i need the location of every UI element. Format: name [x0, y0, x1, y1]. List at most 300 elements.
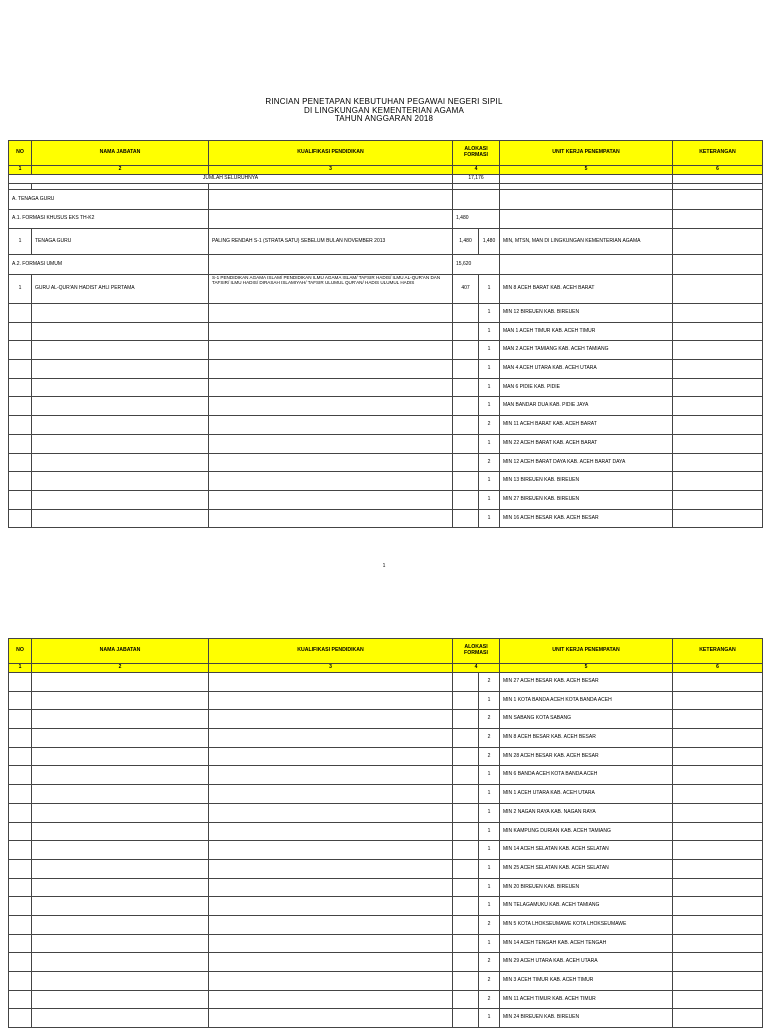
row-kualifikasi: [209, 822, 453, 841]
row-nama: [32, 691, 209, 710]
row-unit: MIN 12 ACEH BARAT DAYA KAB. ACEH BARAT DAYA: [500, 453, 673, 472]
table-row: [9, 322, 763, 341]
row-nama: [32, 490, 209, 509]
colnum-2: 2: [32, 664, 209, 673]
table-row: [9, 897, 763, 916]
table-row: [9, 878, 763, 897]
row-nama: TENAGA GURU: [32, 229, 209, 255]
page-1-unit-rows: [9, 304, 763, 528]
table-header: [9, 141, 763, 166]
category-row: [9, 255, 763, 275]
row-unit: MIN 11 ACEH TIMUR KAB. ACEH TIMUR: [500, 990, 673, 1009]
row-alokasi: [453, 416, 479, 435]
colnum-1: 1: [9, 664, 32, 673]
row-keterangan: [673, 953, 763, 972]
total-value: 17,176: [453, 175, 500, 184]
row-jumlah: 2: [479, 729, 500, 748]
row-unit: MIN KAMPUNG DURIAN KAB. ACEH TAMIANG: [500, 822, 673, 841]
row-unit: MIN SABANG KOTA SABANG: [500, 710, 673, 729]
table-row: [9, 785, 763, 804]
row-jumlah: 2: [479, 416, 500, 435]
row-jumlah: 2: [479, 747, 500, 766]
row-kualifikasi: [209, 397, 453, 416]
row-alokasi: [453, 915, 479, 934]
row-kualifikasi: [209, 915, 453, 934]
row-alokasi: [453, 691, 479, 710]
row-no: [9, 897, 32, 916]
row-jumlah: 1: [479, 878, 500, 897]
table-row: [9, 416, 763, 435]
row-kualifikasi: [209, 747, 453, 766]
row-no: [9, 859, 32, 878]
row-kualifikasi: [209, 859, 453, 878]
colnum-6: 6: [673, 166, 763, 175]
row-no: [9, 691, 32, 710]
row-keterangan: [673, 416, 763, 435]
row-jumlah: 1: [479, 822, 500, 841]
row-no: [9, 397, 32, 416]
row-unit: MAN 4 ACEH UTARA KAB. ACEH UTARA: [500, 360, 673, 379]
table-row: [9, 472, 763, 491]
colnum-5: 5: [500, 166, 673, 175]
colnum-3: 3: [209, 166, 453, 175]
header-kualifikasi: KUALIFIKASI PENDIDIKAN: [209, 639, 453, 664]
row-jumlah: 1: [479, 434, 500, 453]
row-alokasi: 407: [453, 275, 479, 304]
table-row: [9, 341, 763, 360]
row-kualifikasi: [209, 803, 453, 822]
row-kualifikasi: [209, 453, 453, 472]
table-row: [9, 972, 763, 991]
row-nama: [32, 416, 209, 435]
table-row: [9, 766, 763, 785]
row-keterangan: [673, 785, 763, 804]
row-nama: [32, 673, 209, 692]
row-alokasi: [453, 304, 479, 323]
table-row: [9, 915, 763, 934]
row-keterangan: [673, 397, 763, 416]
row-alokasi: [453, 897, 479, 916]
row-kualifikasi: [209, 416, 453, 435]
table-row: [9, 275, 763, 304]
row-nama: [32, 710, 209, 729]
table-row: [9, 360, 763, 379]
table-row: [9, 691, 763, 710]
row-nama: [32, 953, 209, 972]
row-no: [9, 1009, 32, 1028]
row-no: [9, 934, 32, 953]
row-alokasi: [453, 747, 479, 766]
row-unit: MIN 25 ACEH SELATAN KAB. ACEH SELATAN: [500, 859, 673, 878]
table-row: [9, 509, 763, 528]
row-nama: [32, 472, 209, 491]
row-nama: [32, 766, 209, 785]
table-row: [9, 747, 763, 766]
row-no: [9, 490, 32, 509]
row-keterangan: [673, 378, 763, 397]
row-alokasi: [453, 490, 479, 509]
row-nama: [32, 378, 209, 397]
category-row: [9, 210, 763, 229]
row-keterangan: [673, 897, 763, 916]
row-keterangan: [673, 822, 763, 841]
row-keterangan: [673, 673, 763, 692]
row-unit: MIN 12 BIREUEN KAB. BIREUEN: [500, 304, 673, 323]
row-keterangan: [673, 747, 763, 766]
row-unit: MAN 1 ACEH TIMUR KAB. ACEH TIMUR: [500, 322, 673, 341]
row-keterangan: [673, 803, 763, 822]
row-kualifikasi: [209, 341, 453, 360]
row-no: [9, 509, 32, 528]
row-no: [9, 322, 32, 341]
row-nama: [32, 878, 209, 897]
row-no: [9, 822, 32, 841]
row-kualifikasi: [209, 434, 453, 453]
row-jumlah: 1: [479, 341, 500, 360]
row-nama: [32, 803, 209, 822]
row-no: 1: [9, 229, 32, 255]
row-jumlah: 2: [479, 710, 500, 729]
header-unit-kerja: UNIT KERJA PENEMPATAN: [500, 639, 673, 664]
row-alokasi: [453, 953, 479, 972]
row-jumlah: 1: [479, 378, 500, 397]
row-jumlah: 1: [479, 934, 500, 953]
row-no: [9, 841, 32, 860]
row-keterangan: [673, 729, 763, 748]
page-number: 1: [382, 563, 386, 569]
row-nama: [32, 747, 209, 766]
row-no: [9, 803, 32, 822]
row-unit: MIN 6 BANDA ACEH KOTA BANDA ACEH: [500, 766, 673, 785]
total-label: JUMLAH SELURUHNYA: [9, 175, 453, 184]
row-unit: MIN 11 ACEH BARAT KAB. ACEH BARAT: [500, 416, 673, 435]
document-title: [0, 98, 768, 124]
row-alokasi: [453, 472, 479, 491]
row-kualifikasi: [209, 878, 453, 897]
row-alokasi: [453, 878, 479, 897]
row-alokasi: [453, 972, 479, 991]
category-a-label: A. TENAGA GURU: [9, 190, 209, 210]
row-unit: MIN 28 ACEH BESAR KAB. ACEH BESAR: [500, 747, 673, 766]
header-nama-jabatan: NAMA JABATAN: [32, 639, 209, 664]
table-row: [9, 304, 763, 323]
row-jumlah: 1: [479, 490, 500, 509]
category-a2-value: 15,620: [453, 255, 500, 275]
row-kualifikasi: [209, 785, 453, 804]
row-kualifikasi: [209, 953, 453, 972]
row-jumlah: 2: [479, 915, 500, 934]
row-no: 1: [9, 275, 32, 304]
row-alokasi: [453, 397, 479, 416]
row-unit: MIN 8 ACEH BARAT KAB. ACEH BARAT: [500, 275, 673, 304]
row-unit: MIN TELAGAMUKU KAB. ACEH TAMIANG: [500, 897, 673, 916]
row-unit: MAN 2 ACEH TAMIANG KAB. ACEH TAMIANG: [500, 341, 673, 360]
row-keterangan: [673, 304, 763, 323]
table-row: [9, 490, 763, 509]
category-a2-label: A.2. FORMASI UMUM: [9, 255, 209, 275]
category-row: [9, 190, 763, 210]
row-keterangan: [673, 341, 763, 360]
title-line-3: TAHUN ANGGARAN 2018: [334, 114, 434, 123]
row-no: [9, 766, 32, 785]
row-nama: [32, 453, 209, 472]
title-line-1: RINCIAN PENETAPAN KEBUTUHAN PEGAWAI NEGERI SIPIL: [265, 97, 503, 106]
row-nama: [32, 841, 209, 860]
row-nama: GURU AL-QUR'AN HADIST AHLI PERTAMA: [32, 275, 209, 304]
row-keterangan: [673, 691, 763, 710]
table-row: [9, 378, 763, 397]
header-alokasi: ALOKASI FORMASI: [453, 639, 500, 664]
row-no: [9, 710, 32, 729]
row-alokasi: [453, 990, 479, 1009]
row-no: [9, 416, 32, 435]
table-row: [9, 841, 763, 860]
row-jumlah: 1: [479, 841, 500, 860]
table-row: [9, 397, 763, 416]
table-header: [9, 639, 763, 664]
row-jumlah: 2: [479, 990, 500, 1009]
row-unit: MIN 29 ACEH UTARA KAB. ACEH UTARA: [500, 953, 673, 972]
row-nama: [32, 934, 209, 953]
row-jumlah: 1: [479, 766, 500, 785]
row-unit: MIN 14 ACEH TENGAH KAB. ACEH TENGAH: [500, 934, 673, 953]
row-kualifikasi: [209, 972, 453, 991]
header-keterangan: KETERANGAN: [673, 141, 763, 166]
row-keterangan: [673, 472, 763, 491]
table-row: [9, 434, 763, 453]
row-alokasi: [453, 766, 479, 785]
row-unit: MIN 8 ACEH BESAR KAB. ACEH BESAR: [500, 729, 673, 748]
table-row: [9, 822, 763, 841]
row-nama: [32, 304, 209, 323]
row-keterangan: [673, 322, 763, 341]
row-kualifikasi: [209, 841, 453, 860]
row-keterangan: [673, 841, 763, 860]
row-jumlah: 1: [479, 897, 500, 916]
row-nama: [32, 341, 209, 360]
table-row: [9, 859, 763, 878]
row-alokasi: [453, 859, 479, 878]
row-keterangan: [673, 490, 763, 509]
row-nama: [32, 915, 209, 934]
row-kualifikasi: [209, 673, 453, 692]
header-unit-kerja: UNIT KERJA PENEMPATAN: [500, 141, 673, 166]
row-alokasi: [453, 509, 479, 528]
row-no: [9, 434, 32, 453]
formation-table-page-1: [8, 140, 763, 528]
row-jumlah: 1: [479, 397, 500, 416]
row-jumlah: 2: [479, 953, 500, 972]
row-nama: [32, 1009, 209, 1028]
row-unit: MIN, MTSN, MAN DI LINGKUNGAN KEMENTERIAN AGAMA: [500, 229, 673, 255]
row-no: [9, 990, 32, 1009]
title-line-2: DI LINGKUNGAN KEMENTERIAN AGAMA: [303, 105, 464, 115]
row-unit: MAN 6 PIDIE KAB. PIDIE: [500, 378, 673, 397]
row-kualifikasi: [209, 378, 453, 397]
row-kualifikasi: [209, 766, 453, 785]
row-alokasi: [453, 841, 479, 860]
row-alokasi: [453, 1009, 479, 1028]
colnum-2: 2: [32, 166, 209, 175]
table-row: [9, 934, 763, 953]
row-unit: MIN 1 ACEH UTARA KAB. ACEH UTARA: [500, 785, 673, 804]
row-nama: [32, 434, 209, 453]
row-keterangan: [673, 453, 763, 472]
row-jumlah: 1: [479, 360, 500, 379]
row-keterangan: [673, 1009, 763, 1028]
row-alokasi: [453, 710, 479, 729]
colnum-1: 1: [9, 166, 32, 175]
row-keterangan: [673, 915, 763, 934]
row-no: [9, 341, 32, 360]
row-kualifikasi: [209, 304, 453, 323]
colnum-4: 4: [453, 664, 500, 673]
row-alokasi: [453, 934, 479, 953]
row-no: [9, 304, 32, 323]
row-unit: MIN 16 ACEH BESAR KAB. ACEH BESAR: [500, 509, 673, 528]
row-kualifikasi: [209, 490, 453, 509]
row-kualifikasi: [209, 934, 453, 953]
row-no: [9, 378, 32, 397]
row-unit: MIN 13 BIREUEN KAB. BIREUEN: [500, 472, 673, 491]
row-kualifikasi: [209, 322, 453, 341]
row-jumlah: 1: [479, 859, 500, 878]
row-no: [9, 953, 32, 972]
row-jumlah: 1: [479, 785, 500, 804]
category-a1-label: A.1. FORMASI KHUSUS EKS TH-K2: [9, 210, 209, 229]
header-alokasi: ALOKASI FORMASI: [453, 141, 500, 166]
row-keterangan: [673, 710, 763, 729]
category-a1-value: 1,480: [453, 210, 500, 229]
row-alokasi: [453, 322, 479, 341]
row-kualifikasi: S-1 PENDIDIKAN AGAMA ISLAM/ PENDIDIKAN ILMU AGAMA ISLAM/ TAFSIR HADIS/ ILMU AL-QUR'AN DAN TAFSIR/ ILMU HADIS/ DIRASAH ISLAMIYAH/ TAFSIR ULUMUL QUR'AN/ HADIS ULUMUL HADIS: [209, 275, 453, 304]
row-alokasi: [453, 803, 479, 822]
colnum-6: 6: [673, 664, 763, 673]
row-unit: MIN 20 BIREUEN KAB. BIREUEN: [500, 878, 673, 897]
row-kualifikasi: [209, 691, 453, 710]
row-no: [9, 673, 32, 692]
row-unit: MAN BANDAR DUA KAB. PIDIE JAYA: [500, 397, 673, 416]
row-kualifikasi: [209, 897, 453, 916]
row-unit: MIN 2 NAGAN RAYA KAB. NAGAN RAYA: [500, 803, 673, 822]
row-no: [9, 472, 32, 491]
header-nama-jabatan: NAMA JABATAN: [32, 141, 209, 166]
table-row: [9, 229, 763, 255]
header-kualifikasi: KUALIFIKASI PENDIDIKAN: [209, 141, 453, 166]
row-nama: [32, 822, 209, 841]
row-kualifikasi: [209, 729, 453, 748]
row-alokasi: [453, 785, 479, 804]
row-no: [9, 878, 32, 897]
row-alokasi: [453, 453, 479, 472]
row-keterangan: [673, 990, 763, 1009]
row-no: [9, 785, 32, 804]
row-unit: MIN 1 KOTA BANDA ACEH KOTA BANDA ACEH: [500, 691, 673, 710]
table-row: [9, 729, 763, 748]
row-nama: [32, 897, 209, 916]
row-nama: [32, 972, 209, 991]
row-nama: [32, 729, 209, 748]
row-jumlah: 1: [479, 509, 500, 528]
row-nama: [32, 990, 209, 1009]
row-kualifikasi: [209, 1009, 453, 1028]
row-jumlah: 2: [479, 972, 500, 991]
row-jumlah: 2: [479, 453, 500, 472]
table-row: [9, 673, 763, 692]
formation-table-page-2: [8, 638, 763, 1028]
header-no: NO: [9, 639, 32, 664]
row-jumlah: 1: [479, 803, 500, 822]
colnum-4: 4: [453, 166, 500, 175]
row-no: [9, 729, 32, 748]
table-row: [9, 710, 763, 729]
row-jumlah: 1: [479, 691, 500, 710]
header-no: NO: [9, 141, 32, 166]
row-alokasi: 1,480: [453, 229, 479, 255]
row-alokasi: [453, 822, 479, 841]
row-nama: [32, 785, 209, 804]
row-kualifikasi: PALING RENDAH S-1 (STRATA SATU) SEBELUM BULAN NOVEMBER 2013: [209, 229, 453, 255]
row-keterangan: [673, 878, 763, 897]
row-alokasi: [453, 434, 479, 453]
row-keterangan: [673, 972, 763, 991]
row-keterangan: [673, 934, 763, 953]
row-unit: MIN 22 ACEH BARAT KAB. ACEH BARAT: [500, 434, 673, 453]
table-row: [9, 803, 763, 822]
row-unit: MIN 27 BIREUEN KAB. BIREUEN: [500, 490, 673, 509]
row-nama: [32, 509, 209, 528]
row-no: [9, 747, 32, 766]
row-jumlah: 1: [479, 304, 500, 323]
row-kualifikasi: [209, 472, 453, 491]
table-row: [9, 1009, 763, 1028]
column-number-row: [9, 664, 763, 673]
row-alokasi: [453, 341, 479, 360]
row-kualifikasi: [209, 360, 453, 379]
row-keterangan: [673, 509, 763, 528]
row-alokasi: [453, 729, 479, 748]
page-2-unit-rows: [9, 673, 763, 1028]
table-row: [9, 990, 763, 1009]
row-alokasi: [453, 673, 479, 692]
row-jumlah: 1: [479, 1009, 500, 1028]
row-keterangan: [673, 766, 763, 785]
column-number-row: [9, 166, 763, 175]
row-unit: MIN 14 ACEH SELATAN KAB. ACEH SELATAN: [500, 841, 673, 860]
colnum-3: 3: [209, 664, 453, 673]
row-alokasi: [453, 378, 479, 397]
row-nama: [32, 322, 209, 341]
row-unit: MIN 3 ACEH TIMUR KAB. ACEH TIMUR: [500, 972, 673, 991]
row-no: [9, 915, 32, 934]
row-unit: MIN 27 ACEH BESAR KAB. ACEH BESAR: [500, 673, 673, 692]
row-jumlah: 1: [479, 322, 500, 341]
row-kualifikasi: [209, 990, 453, 1009]
row-jumlah: 1,480: [479, 229, 500, 255]
row-kualifikasi: [209, 509, 453, 528]
table-row: [9, 453, 763, 472]
row-keterangan: [673, 434, 763, 453]
colnum-5: 5: [500, 664, 673, 673]
row-no: [9, 972, 32, 991]
row-keterangan: [673, 859, 763, 878]
row-jumlah: 2: [479, 673, 500, 692]
table-row: [9, 953, 763, 972]
header-keterangan: KETERANGAN: [673, 639, 763, 664]
row-alokasi: [453, 360, 479, 379]
row-no: [9, 360, 32, 379]
total-row: [9, 175, 763, 184]
